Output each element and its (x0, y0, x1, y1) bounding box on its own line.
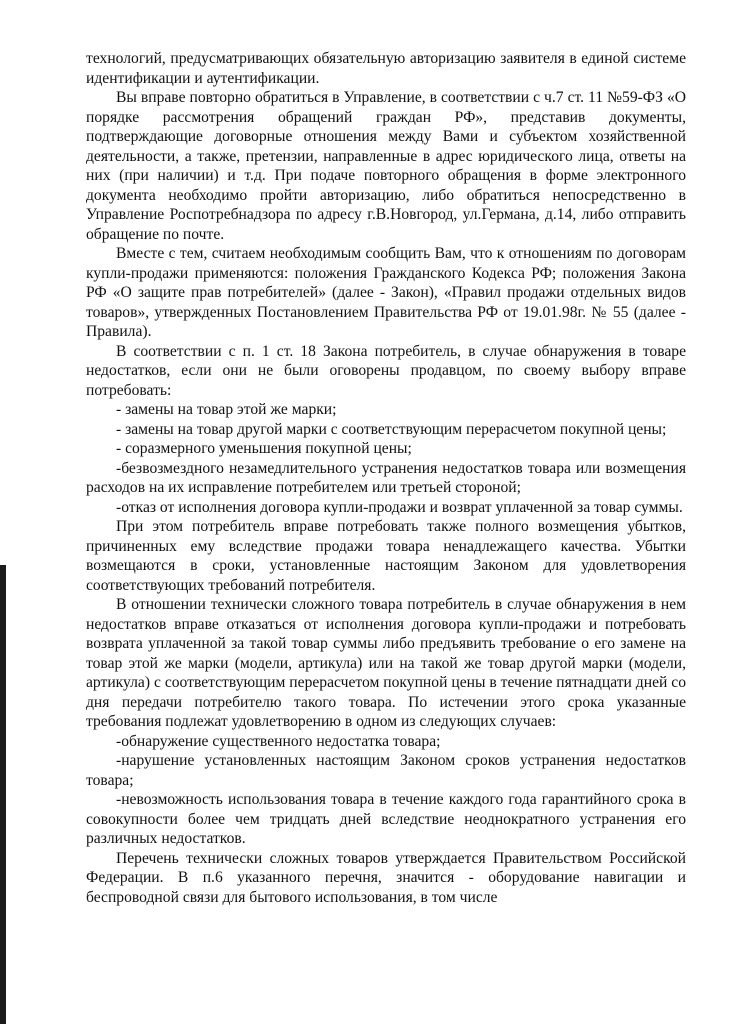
paragraph-repeat-appeal: Вы вправе повторно обратиться в Управление, в соответствии с ч.7 ст. 11 №59-ФЗ «О порядке рассмотрения обращений граждан РФ», представив документы, подтверждающие договорные отношения между Вами и субъектом хозяйственной деятельности, а также, претензии, направленные в адрес юридического лица, ответы на них (при наличии) и т.д. При подаче повторного обращения в форме электронного документа необходимо пройти авторизацию, либо обратиться непосредственно в Управление Роспотребнадзора по адресу г.В.Новгород, ул.Германа, д.14, либо отправить обращение по почте. (86, 89, 686, 243)
paragraph-goods-list: Перечень технически сложных товаров утверждается Правительством Российской Федерации. В п.6 указанного перечня, значится - оборудование навигации и беспроводной связи для бытового использования, в том числе (86, 849, 686, 906)
paragraph-continuation: технологий, предусматривающих обязательную авторизацию заявителя в единой системе идентификации и аутентификации. (86, 50, 686, 87)
list-item: - замены на товар другой марки с соответствующим перерасчетом покупной цены; (116, 420, 667, 438)
paragraph-applicable-law: Вместе с тем, считаем необходимым сообщить Вам, что к отношениям по договорам купли-продажи применяются: положения Гражданского Кодекса РФ; положения Закона РФ «О защите прав потребителей» (далее - Закон), «Правил продажи отдельных видов товаров», утвержденных Постановлением Правительства РФ от 19.01.98г. № 55 (далее - Правила). (86, 245, 686, 340)
document-body (86, 49, 686, 907)
list-item: - соразмерного уменьшения покупной цены; (116, 440, 412, 457)
list-item: - замены на товар этой же марки; (116, 401, 337, 418)
list-item: -отказ от исполнения договора купли-продажи и возврат уплаченной за товар суммы. (116, 498, 683, 516)
list-item: -обнаружение существенного недостатка товара; (116, 732, 441, 750)
paragraph-complex-goods: В отношении технически сложного товара потребитель в случае обнаружения в нем недостатков вправе отказаться от исполнения договора купли-продажи и потребовать возврата уплаченной за такой товар суммы либо предъявить требование о его замене на товар этой же марки (модели, артикула) или на такой же товар другой марки (модели, артикула) с соответствующим перерасчетом покупной цены в течение пятнадцати дней со дня передачи потребителю такого товара. По истечении этого срока указанные требования подлежат удовлетворению в одном из следующих случаев: (86, 596, 686, 730)
scan-edge-shadow (0, 565, 6, 1024)
list-item: -нарушение установленных настоящим Законом сроков устранения недостатков товара; (86, 752, 686, 789)
paragraph-article-18: В соответствии с п. 1 ст. 18 Закона потребитель, в случае обнаружения в товаре недостатков, если они не были оговорены продавцом, по своему выбору вправе потребовать: (86, 342, 686, 399)
list-item: -безвозмездного незамедлительного устранения недостатков товара или возмещения расходов на их исправление потребителем или третьей стороной; (86, 459, 686, 496)
paragraph-losses: При этом потребитель вправе потребовать также полного возмещения убытков, причиненных ему вследствие продажи товара ненадлежащего качества. Убытки возмещаются в сроки, установленные настоящим Законом для удовлетворения соответствующих требований потребителя. (86, 518, 686, 594)
list-item: -невозможность использования товара в течение каждого года гарантийного срока в совокупности более чем тридцать дней вследствие неоднократного устранения его различных недостатков. (86, 791, 686, 847)
